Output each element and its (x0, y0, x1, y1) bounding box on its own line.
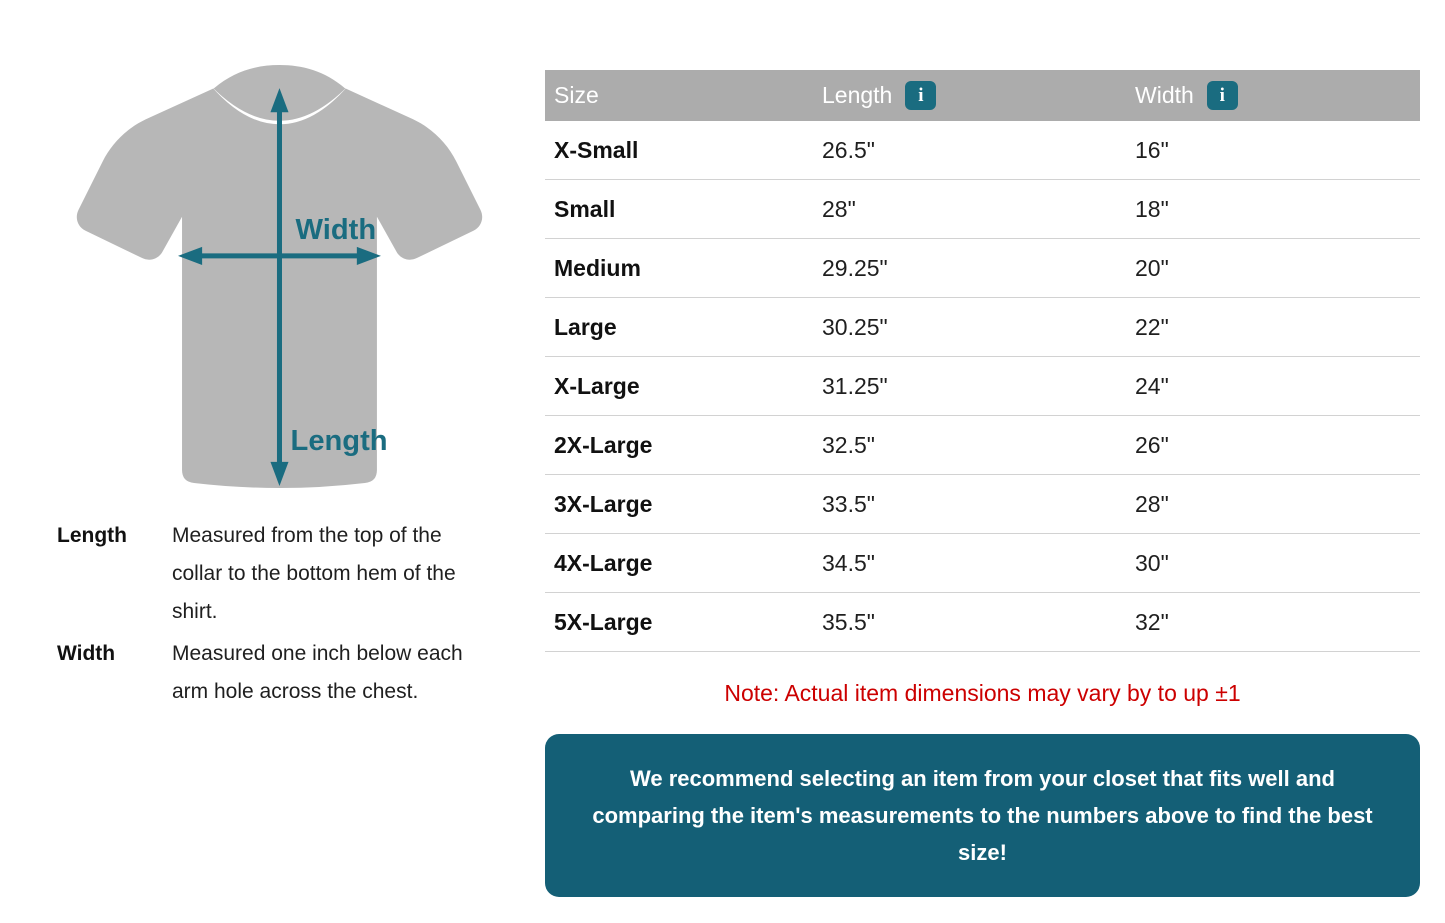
width-cell: 20" (1135, 254, 1169, 281)
variance-note: Note: Actual item dimensions may vary by to up ±1 (724, 680, 1241, 706)
diagram-width-label: Width (295, 213, 377, 246)
table-row (545, 357, 1420, 416)
length-cell: 28" (822, 195, 856, 222)
width-cell: 28" (1135, 490, 1169, 517)
header-width (1135, 81, 1420, 110)
length-cell: 26.5" (822, 136, 875, 163)
size-cell: X-Small (554, 136, 639, 163)
width-info-icon[interactable]: i (1207, 81, 1238, 110)
table-row (545, 239, 1420, 298)
width-cell: 22" (1135, 313, 1169, 340)
size-cell: 4X-Large (554, 549, 653, 576)
size-cell: Medium (554, 254, 641, 281)
width-cell: 26" (1135, 431, 1169, 458)
table-row (545, 180, 1420, 239)
width-cell: 18" (1135, 195, 1169, 222)
header-size (545, 82, 822, 109)
width-cell: 30" (1135, 549, 1169, 576)
length-cell: 32.5" (822, 431, 875, 458)
definition-term-length: Length (57, 524, 127, 547)
header-length (822, 81, 1135, 110)
table-row (545, 121, 1420, 180)
diagram-length-label: Length (290, 424, 388, 457)
recommendation-box (545, 734, 1420, 897)
size-cell: X-Large (554, 372, 640, 399)
size-cell: Large (554, 313, 617, 340)
measurement-diagram-section (57, 58, 507, 715)
table-row (545, 534, 1420, 593)
table-row (545, 475, 1420, 534)
size-cell: 3X-Large (554, 490, 653, 517)
size-cell: Small (554, 195, 616, 222)
table-row (545, 298, 1420, 357)
length-cell: 29.25" (822, 254, 888, 281)
definition-length (57, 517, 507, 631)
table-row (545, 416, 1420, 475)
length-cell: 34.5" (822, 549, 875, 576)
length-cell: 35.5" (822, 608, 875, 635)
definition-width (57, 635, 507, 711)
width-cell: 32" (1135, 608, 1169, 635)
definition-description-width: Measured one inch below each arm hole across the chest. (172, 642, 463, 703)
definition-term-width: Width (57, 642, 116, 665)
size-table (545, 70, 1420, 652)
recommendation-text: We recommend selecting an item from your closet that fits well and comparing the item's measurements to the numbers above to find the best size! (592, 766, 1373, 865)
length-info-icon[interactable]: i (905, 81, 936, 110)
header-size-label: Size (554, 82, 599, 108)
length-cell: 33.5" (822, 490, 875, 517)
width-cell: 24" (1135, 372, 1169, 399)
size-cell: 2X-Large (554, 431, 653, 458)
size-table-section (545, 70, 1420, 897)
header-length-label: Length (822, 82, 893, 108)
length-cell: 30.25" (822, 313, 888, 340)
table-row (545, 593, 1420, 652)
measurement-definitions (57, 517, 507, 711)
tshirt-diagram (60, 58, 505, 490)
size-cell: 5X-Large (554, 608, 653, 635)
width-cell: 16" (1135, 136, 1169, 163)
table-header-row (545, 70, 1420, 121)
length-cell: 31.25" (822, 372, 888, 399)
definition-description-length: Measured from the top of the collar to the bottom hem of the shirt. (172, 524, 456, 623)
header-width-label: Width (1135, 82, 1194, 108)
